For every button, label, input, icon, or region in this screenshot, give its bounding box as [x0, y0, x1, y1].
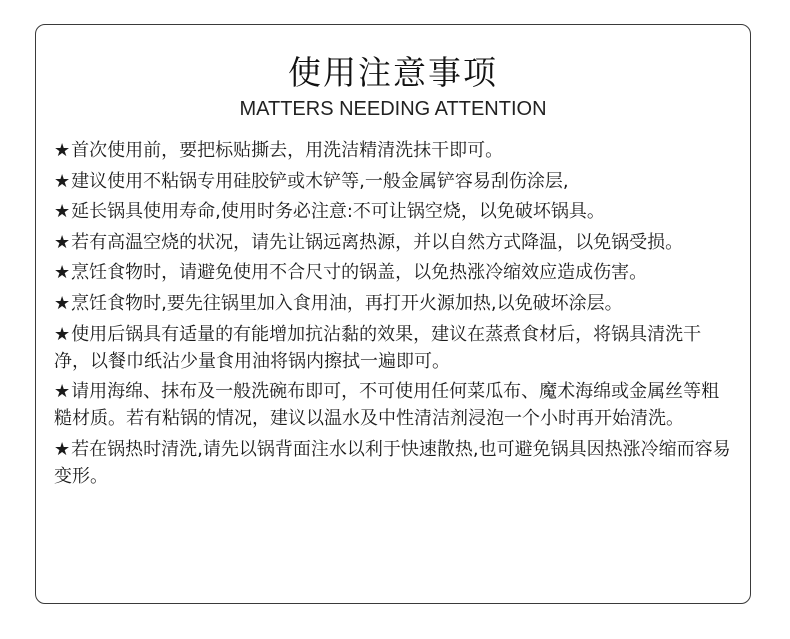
attention-card — [35, 24, 751, 604]
note-item — [54, 321, 734, 375]
note-item — [54, 259, 734, 286]
note-item — [54, 198, 734, 225]
star-icon: ★ — [54, 381, 71, 403]
page-title: 使用注意事项 — [288, 53, 498, 92]
star-icon: ★ — [54, 323, 71, 345]
page-subtitle: MATTERS NEEDING ATTENTION — [239, 98, 547, 120]
note-item — [54, 436, 734, 490]
note-item — [54, 137, 734, 164]
star-icon: ★ — [54, 140, 71, 161]
note-item — [54, 229, 734, 256]
note-text: 请用海绵、抹布及一般洗碗布即可，不可使用任何菜瓜布、魔术海绵或金属丝等粗糙材质。若有粘锅的情况，建议以温水及中性清洁剂浸泡一个小时再开始清洗。 — [54, 381, 720, 430]
note-item — [54, 378, 734, 432]
note-item — [54, 168, 734, 195]
star-icon: ★ — [54, 201, 71, 223]
note-text: 延长锅具使用寿命,使用时务必注意:不可让锅空烧，以免破坏锅具。 — [71, 201, 605, 223]
star-icon: ★ — [54, 231, 71, 253]
note-text: 建议使用不粘锅专用硅胶铲或木铲等,一般金属铲容易刮伤涂层, — [71, 170, 569, 192]
note-text: 使用后锅具有适量的有能增加抗沾黏的效果，建议在蒸煮食材后，将锅具清洗干净，以餐巾纸沾少量食用油将锅内擦拭一遍即可。 — [54, 323, 702, 372]
note-text: 烹饪食物时，请避免使用不合尺寸的锅盖，以免热涨冷缩效应造成伤害。 — [71, 262, 648, 284]
star-icon: ★ — [54, 170, 71, 192]
note-text: 若在锅热时清洗,请先以锅背面注水以利于快速散热,也可避免锅具因热涨冷缩而容易变形。 — [54, 438, 731, 487]
note-item — [54, 290, 734, 317]
star-icon: ★ — [54, 262, 71, 284]
star-icon: ★ — [54, 292, 71, 314]
note-text: 烹饪食物时,要先往锅里加入食用油，再打开火源加热,以免破坏涂层。 — [71, 292, 623, 314]
star-icon: ★ — [54, 438, 71, 460]
notes-list — [54, 137, 734, 493]
note-text: 首次使用前，要把标贴撕去，用洗洁精清洗抹干即可。 — [71, 140, 504, 161]
note-text: 若有高温空烧的状况，请先让锅远离热源，并以自然方式降温，以免锅受损。 — [71, 231, 684, 253]
